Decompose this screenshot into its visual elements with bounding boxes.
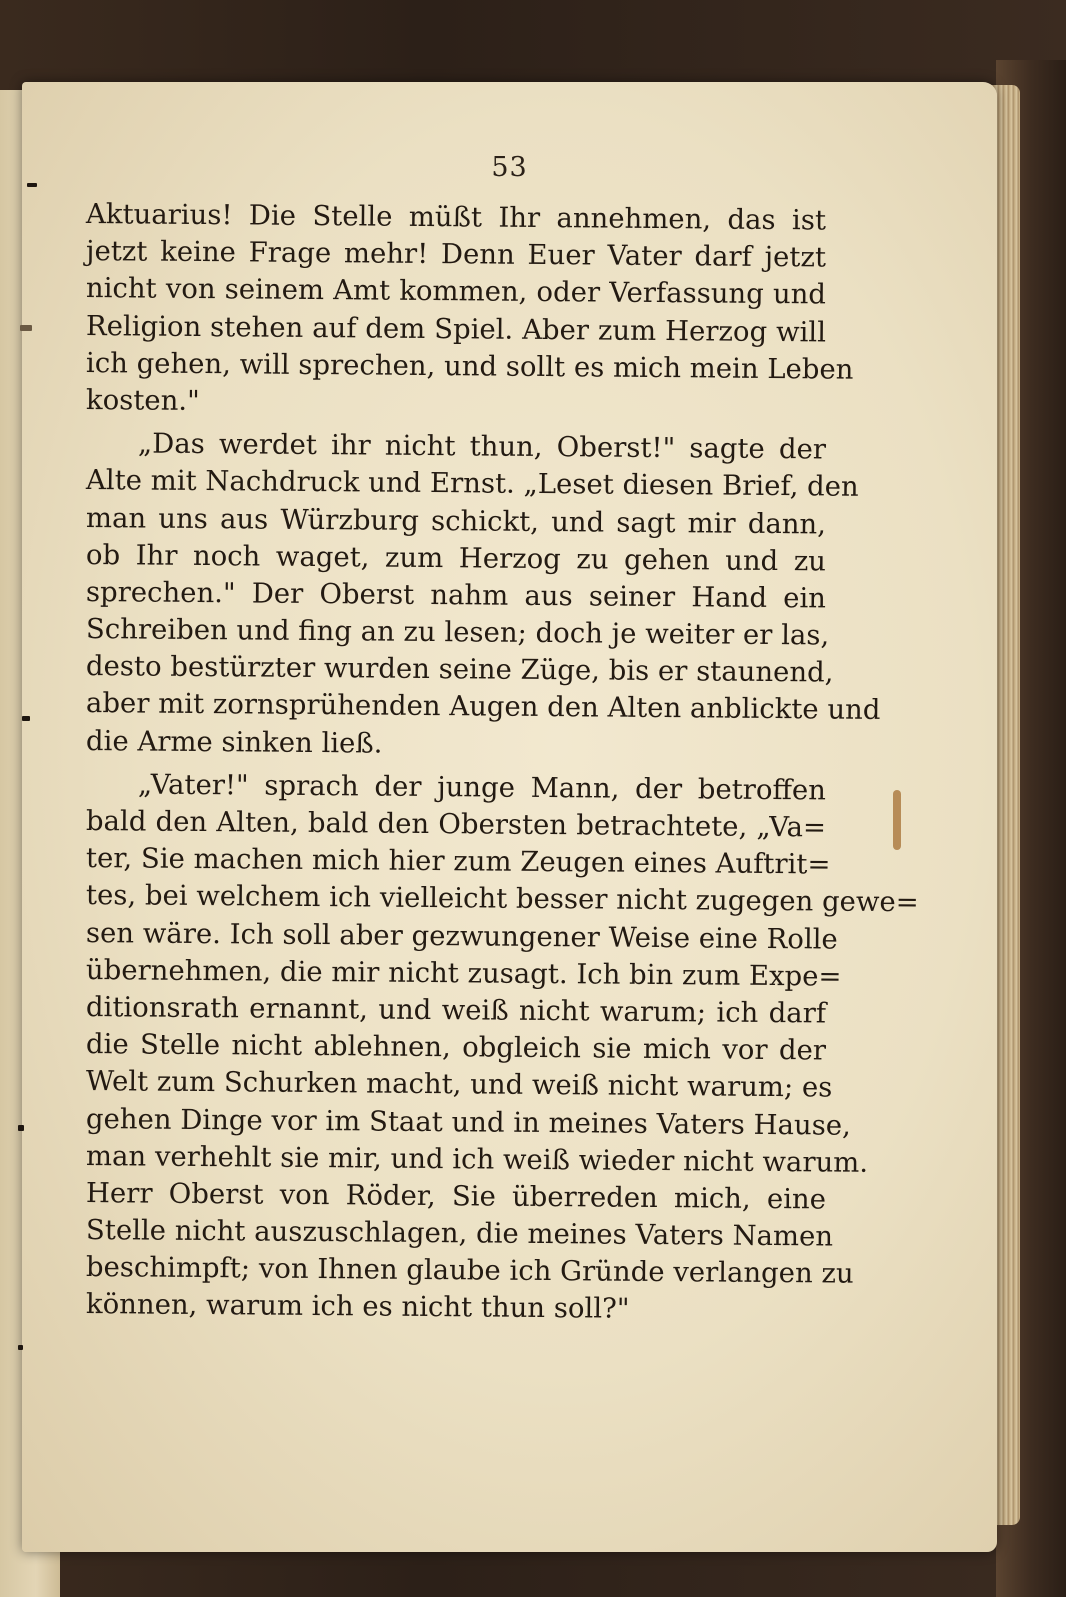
body-text	[85, 196, 919, 1326]
text-line: man verhehlt sie mir, und ich weiß wieder nicht warum.	[85, 1139, 869, 1179]
text-line: Aktuarius! Die Stelle müßt Ihr annehmen, das ist	[85, 198, 827, 237]
text-line: ditionsrath ernannt, und weiß nicht warum; ich darf	[85, 990, 827, 1030]
text-line: Herr Oberst von Röder, Sie überreden mich, eine	[85, 1176, 827, 1216]
paragraph-1	[85, 196, 854, 419]
text-line: Schreiben und fing an zu lesen; doch je weiter er las,	[85, 613, 830, 652]
text-line: kosten."	[85, 383, 200, 417]
text-line: Alte mit Nachdruck und Ernst. „Leset diesen Brief, den	[85, 464, 859, 504]
text-line: ich gehen, will sprechen, und sollt es mich mein Leben	[85, 346, 854, 386]
text-line: aber mit zornsprühenden Augen den Alten anblickte und	[85, 687, 881, 727]
text-line: gehen Dinge vor im Staat und in meines Vaters Hause,	[85, 1102, 851, 1142]
paragraph-3	[85, 766, 919, 1326]
text-line: desto bestürzter wurden seine Züge, bis er staunend,	[85, 650, 834, 689]
text-line: jetzt keine Frage mehr! Denn Euer Vater darf jetzt	[85, 235, 827, 274]
text-line: Welt zum Schurken macht, und weiß nicht warum; es	[85, 1065, 833, 1104]
text-line: bald den Alten, bald den Obersten betrachtete, „Va=	[85, 805, 827, 844]
text-line: man uns aus Würzburg schickt, und sagt mir dann,	[85, 501, 827, 540]
text-line: die Arme sinken ließ.	[85, 724, 383, 760]
text-line: ter, Sie machen mich hier zum Zeugen eines Auftrit=	[85, 842, 831, 881]
text-line: Religion stehen auf dem Spiel. Aber zum Herzog will	[85, 309, 827, 349]
text-line: „Das werdet ihr nicht thun, Oberst!" sagte der	[137, 427, 827, 466]
text-line: sen wäre. Ich soll aber gezwungener Weise eine Rolle	[85, 916, 838, 956]
text-line: übernehmen, die mir nicht zusagt. Ich bin zum Expe=	[85, 953, 842, 993]
text-line: die Stelle nicht ablehnen, obgleich sie mich vor der	[85, 1028, 827, 1067]
text-line: nicht von seinem Amt kommen, oder Verfassung und	[85, 272, 827, 311]
text-line: ob Ihr noch waget, zum Herzog zu gehen und zu	[85, 538, 827, 578]
text-line: können, warum ich es nicht thun soll?"	[85, 1288, 630, 1326]
page-number: 53	[491, 152, 528, 183]
book-page	[22, 82, 997, 1552]
text-line: tes, bei welchem ich vielleicht besser nicht zugegen gewe=	[85, 879, 919, 919]
paragraph-2	[85, 425, 881, 760]
text-line: „Vater!" sprach der junge Mann, der betroffen	[137, 768, 827, 807]
text-line: Stelle nicht auszuschlagen, die meines Vaters Namen	[85, 1214, 834, 1253]
text-line: sprechen." Der Oberst nahm aus seiner Hand ein	[85, 575, 827, 615]
text-line: beschimpft; von Ihnen glaube ich Gründe verlangen zu	[85, 1251, 854, 1290]
